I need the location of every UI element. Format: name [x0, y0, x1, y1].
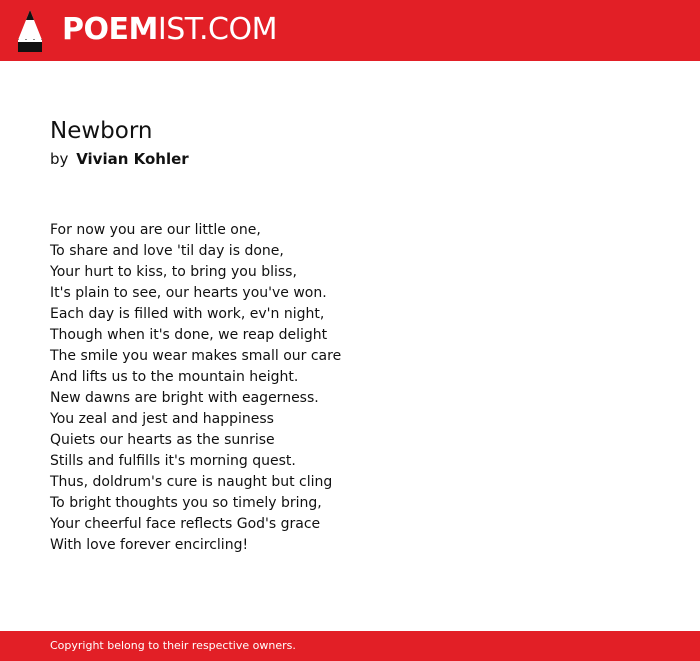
poem-line: Each day is filled with work, ev'n night, [50, 306, 325, 322]
poem-line: Thus, doldrum's cure is naught but cling [50, 474, 333, 490]
site-logo-text [62, 12, 277, 48]
poem-line: With love forever encircling! [50, 537, 249, 553]
poem-line: Quiets our hearts as the sunrise [50, 432, 275, 448]
poem-line: Though when it's done, we reap delight [50, 327, 328, 343]
copyright-text: Copyright belong to their respective owners. [50, 639, 296, 652]
poem-line: For now you are our little one, [50, 222, 261, 238]
poem-line: Stills and fulfills it's morning quest. [50, 453, 296, 469]
poem-line: Your hurt to kiss, to bring you bliss, [50, 264, 297, 280]
author-name: Vivian Kohler [76, 150, 189, 168]
by-label: by [50, 150, 69, 168]
poem-line: To bright thoughts you so timely bring, [50, 495, 322, 511]
logo-light-part: IST.COM [157, 12, 277, 47]
top-bar [0, 0, 700, 61]
footer-bar [0, 631, 700, 661]
poem-body [50, 220, 650, 556]
poem-content [50, 116, 650, 556]
poem-line: It's plain to see, our hearts you've won. [50, 285, 327, 301]
poem-line: Your cheerful face reflects God's grace [50, 516, 321, 532]
pencil-tip-icon [18, 10, 42, 52]
poem-line: New dawns are bright with eagerness. [50, 390, 319, 406]
poem-line: And lifts us to the mountain height. [50, 369, 299, 385]
poem-line: You zeal and jest and happiness [50, 411, 274, 427]
poem-line: The smile you wear makes small our care [50, 348, 342, 364]
poem-title: Newborn [50, 118, 153, 144]
poem-line: To share and love 'til day is done, [50, 243, 284, 259]
byline [50, 148, 650, 170]
logo-bold-part: POEM [62, 12, 158, 47]
